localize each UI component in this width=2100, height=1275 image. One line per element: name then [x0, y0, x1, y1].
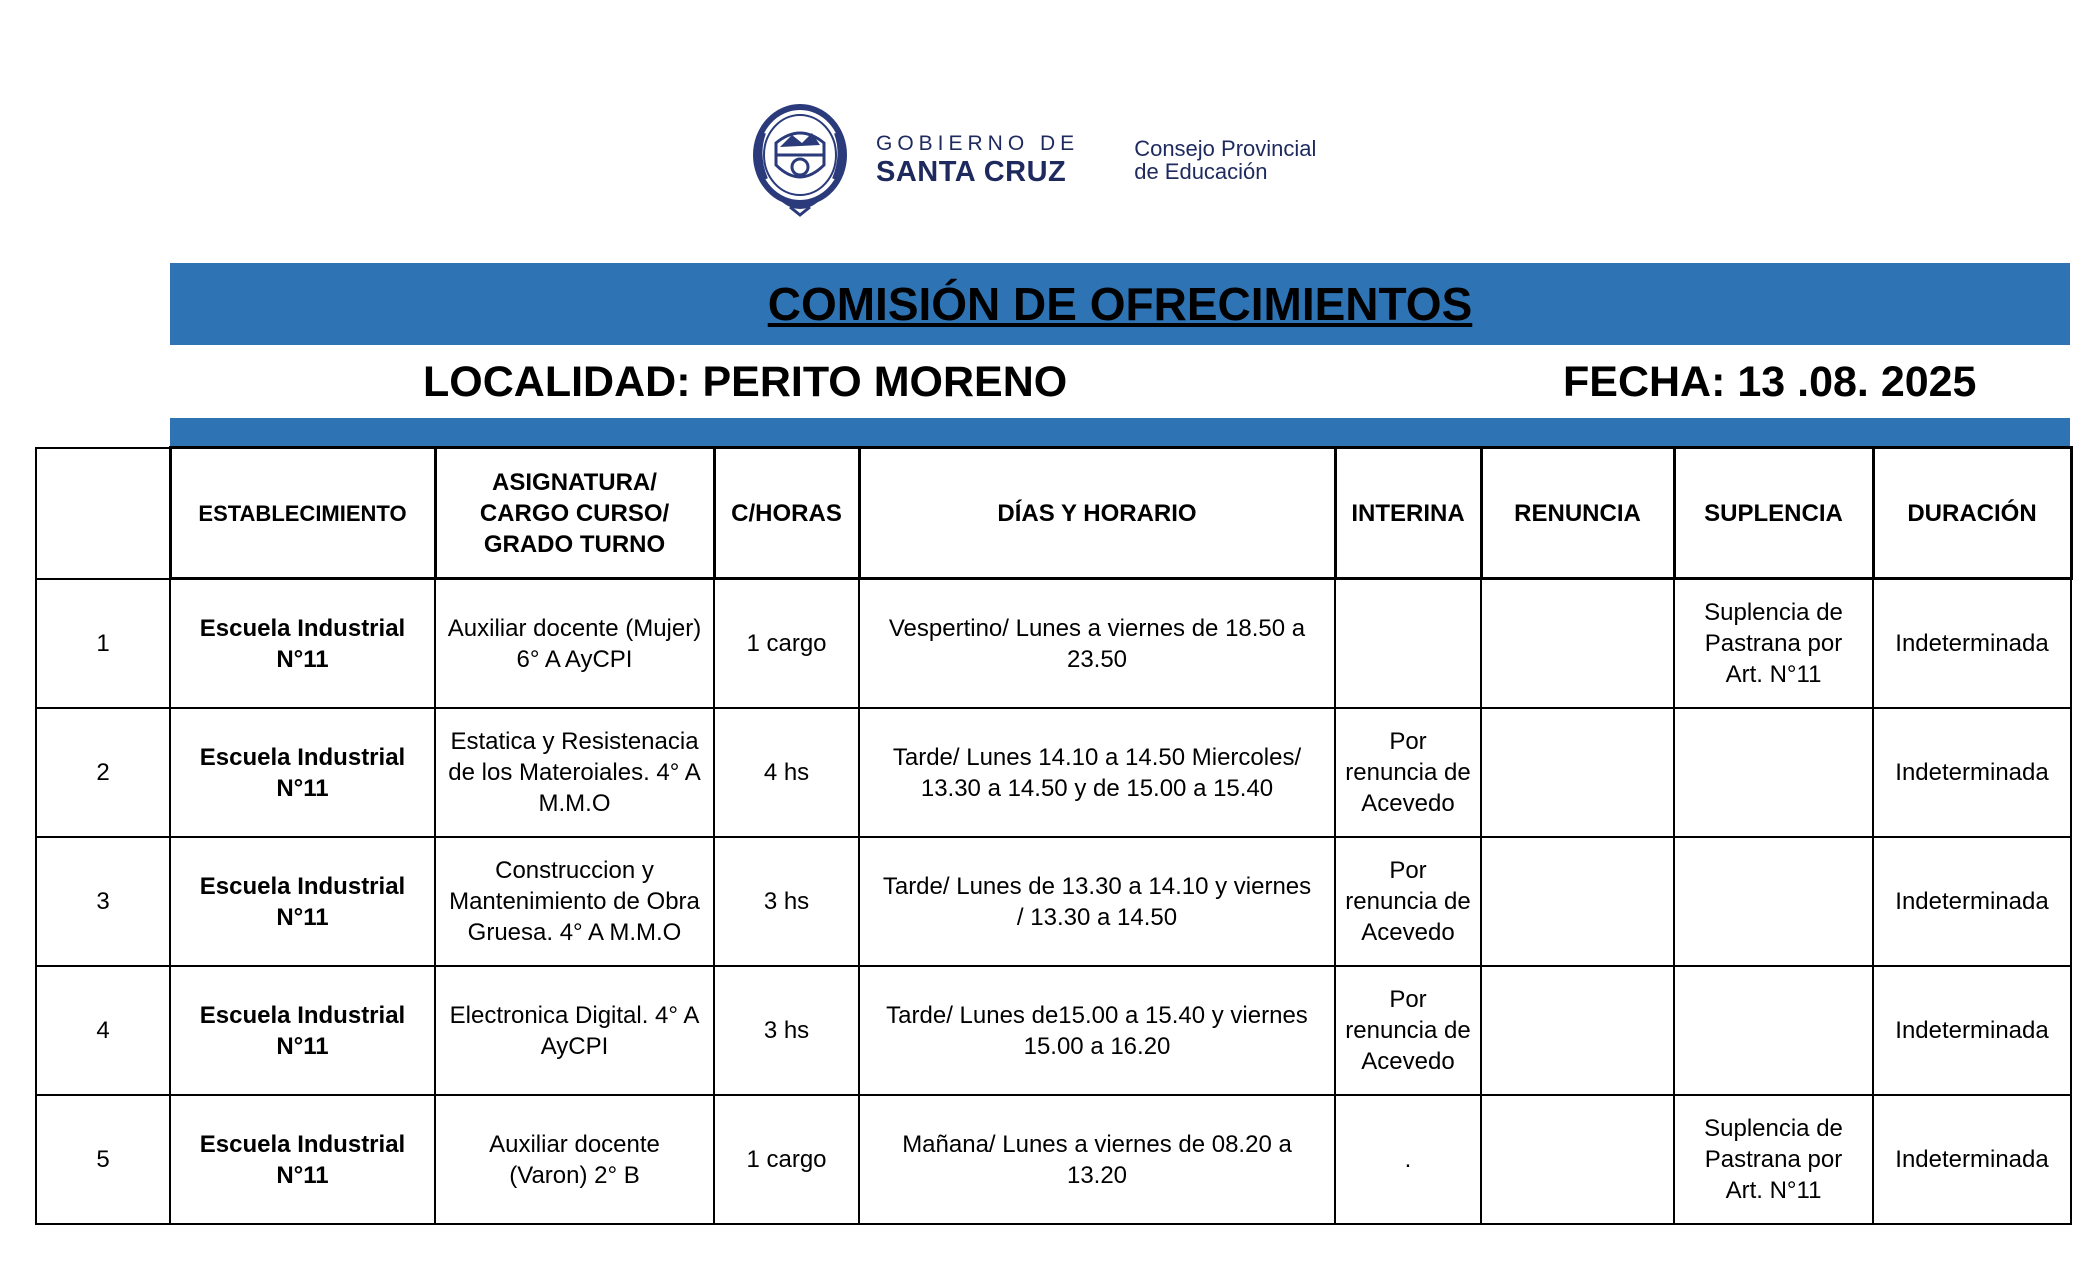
cell-dias [859, 708, 1335, 837]
cell-asignatura [435, 837, 714, 966]
header-row [36, 448, 2071, 579]
cell-duracion: Indeterminada [1873, 708, 2071, 837]
cell-num: 2 [36, 708, 170, 837]
int-line1: Por [1389, 986, 1427, 1013]
cell-establecimiento [170, 837, 435, 966]
asig-line2: de los Materoiales. 4° A [448, 759, 701, 786]
cell-horas: 3 hs [714, 837, 859, 966]
cell-suplencia [1674, 579, 1873, 709]
santa-cruz-seal-icon [750, 103, 850, 218]
est-line1: Escuela Industrial [199, 614, 406, 642]
est-line1: Escuela Industrial [199, 1001, 406, 1029]
cell-asignatura [435, 708, 714, 837]
asig-line2: 6° A AyCPI [516, 645, 633, 673]
cell-asignatura [435, 1095, 714, 1224]
cell-duracion: Indeterminada [1873, 837, 2071, 966]
int-line3: Acevedo [1361, 790, 1455, 817]
asig-line1: Estatica y Resistenacia [450, 728, 699, 755]
cell-interina [1335, 579, 1481, 709]
asig-line1: Auxiliar docente [489, 1130, 660, 1158]
int-line2: renuncia de [1345, 1017, 1471, 1044]
cell-renuncia [1481, 837, 1674, 966]
header-interina: INTERINA [1335, 448, 1481, 579]
est-line1: Escuela Industrial [199, 1130, 406, 1158]
int-line2: renuncia de [1345, 888, 1471, 915]
est-line1: Escuela Industrial [199, 872, 406, 900]
council-line2: de Educación [1134, 159, 1268, 184]
sup-line1: Suplencia de [1704, 1115, 1843, 1142]
table-row [36, 579, 2071, 709]
cell-duracion: Indeterminada [1873, 579, 2071, 709]
dias-line2: 15.00 a 16.20 [1023, 1032, 1171, 1060]
asig-line2: Mantenimiento de Obra [449, 888, 700, 915]
header-duracion: DURACIÓN [1873, 448, 2071, 579]
est-line2: N°11 [276, 1161, 329, 1189]
cell-renuncia [1481, 966, 1674, 1095]
cell-asignatura [435, 579, 714, 709]
info-row [170, 352, 2070, 412]
cell-suplencia [1674, 1095, 1873, 1224]
localidad-label: LOCALIDAD: PERITO MORENO [423, 358, 1068, 406]
dias-line1: Tarde/ Lunes de15.00 a 15.40 y viernes [886, 1001, 1308, 1029]
asig-line3: Gruesa. 4° A M.M.O [467, 919, 682, 946]
est-line2: N°11 [276, 1032, 329, 1060]
sup-line3: Art. N°11 [1725, 1177, 1822, 1204]
header-num [36, 448, 170, 579]
header-logo-block [750, 100, 1450, 220]
dias-line1: Mañana/ Lunes a viernes de 08.20 a [902, 1130, 1292, 1158]
header-establecimiento: ESTABLECIMIENTO [170, 448, 435, 579]
dias-line2: / 13.30 a 14.50 [1016, 903, 1178, 931]
cell-dias [859, 1095, 1335, 1224]
int-line1: Por [1389, 728, 1427, 755]
sup-line1: Suplencia de [1704, 599, 1843, 626]
cell-duracion: Indeterminada [1873, 1095, 2071, 1224]
gov-line1: GOBIERNO DE [876, 132, 1080, 155]
asig-line1: Electronica Digital. 4° A [449, 1001, 700, 1029]
cell-num: 5 [36, 1095, 170, 1224]
cell-horas: 1 cargo [714, 579, 859, 709]
asig-line1: Auxiliar docente (Mujer) [447, 614, 702, 642]
sup-line3: Art. N°11 [1725, 661, 1822, 688]
cell-duracion: Indeterminada [1873, 966, 2071, 1095]
cell-establecimiento [170, 579, 435, 709]
cell-establecimiento [170, 708, 435, 837]
header-horas: C/HORAS [714, 448, 859, 579]
asig-line3: M.M.O [538, 790, 611, 817]
dias-line2: 13.30 a 14.50 y de 15.00 a 15.40 [920, 774, 1274, 802]
est-line1: Escuela Industrial [199, 743, 406, 771]
int-line3: Acevedo [1361, 919, 1455, 946]
header-asignatura [435, 448, 714, 579]
cell-interina [1335, 1095, 1481, 1224]
offers-table [35, 446, 2073, 1225]
government-name [876, 132, 1079, 188]
cell-num: 3 [36, 837, 170, 966]
header-asignatura-line2: CARGO CURSO/ [479, 499, 670, 527]
fecha-label: FECHA: 13 .08. 2025 [1563, 358, 1977, 406]
cell-num: 1 [36, 579, 170, 709]
int-line2: renuncia de [1345, 759, 1471, 786]
cell-interina [1335, 966, 1481, 1095]
cell-suplencia [1674, 966, 1873, 1095]
table-row [36, 1095, 2071, 1224]
asig-line2: (Varon) 2° B [509, 1161, 640, 1189]
cell-renuncia [1481, 708, 1674, 837]
header-renuncia: RENUNCIA [1481, 448, 1674, 579]
dias-line2: 13.20 [1066, 1161, 1128, 1189]
header-dias: DÍAS Y HORARIO [859, 448, 1335, 579]
sup-line2: Pastrana por [1704, 1146, 1843, 1173]
est-line2: N°11 [276, 903, 329, 931]
gov-line2: SANTA CRUZ [876, 156, 1067, 188]
asig-line1: Construccion y [495, 857, 654, 884]
dias-line2: 23.50 [1066, 645, 1128, 673]
cell-dias [859, 579, 1335, 709]
cell-interina [1335, 837, 1481, 966]
est-line2: N°11 [276, 645, 329, 673]
table-row [36, 708, 2071, 837]
cell-asignatura [435, 966, 714, 1095]
asig-line2: AyCPI [540, 1032, 609, 1060]
cell-interina [1335, 708, 1481, 837]
cell-renuncia [1481, 579, 1674, 709]
cell-establecimiento [170, 1095, 435, 1224]
cell-suplencia [1674, 837, 1873, 966]
title-banner [170, 263, 2070, 345]
dias-line1: Tarde/ Lunes 14.10 a 14.50 Miercoles/ [892, 743, 1302, 771]
dias-line1: Tarde/ Lunes de 13.30 a 14.10 y viernes [882, 872, 1312, 900]
table-row [36, 837, 2071, 966]
header-asignatura-line3: GRADO TURNO [483, 530, 666, 558]
dias-line1: Vespertino/ Lunes a viernes de 18.50 a [888, 614, 1306, 642]
page-title: COMISIÓN DE OFRECIMIENTOS [767, 278, 1473, 330]
cell-dias [859, 966, 1335, 1095]
cell-suplencia [1674, 708, 1873, 837]
header-suplencia: SUPLENCIA [1674, 448, 1873, 579]
council-line1: Consejo Provincial [1134, 136, 1317, 161]
int-line1: Por [1389, 857, 1427, 884]
sup-line2: Pastrana por [1704, 630, 1843, 657]
council-name [1134, 137, 1316, 183]
cell-renuncia [1481, 1095, 1674, 1224]
cell-horas: 4 hs [714, 708, 859, 837]
int-line3: Acevedo [1361, 1048, 1455, 1075]
cell-establecimiento [170, 966, 435, 1095]
cell-horas: 3 hs [714, 966, 859, 1095]
int-line1: . [1404, 1146, 1412, 1173]
blue-divider-bar [170, 418, 2070, 446]
cell-dias [859, 837, 1335, 966]
table-row [36, 966, 2071, 1095]
cell-num: 4 [36, 966, 170, 1095]
est-line2: N°11 [276, 774, 329, 802]
cell-horas: 1 cargo [714, 1095, 859, 1224]
header-asignatura-line1: ASIGNATURA/ [492, 468, 657, 496]
